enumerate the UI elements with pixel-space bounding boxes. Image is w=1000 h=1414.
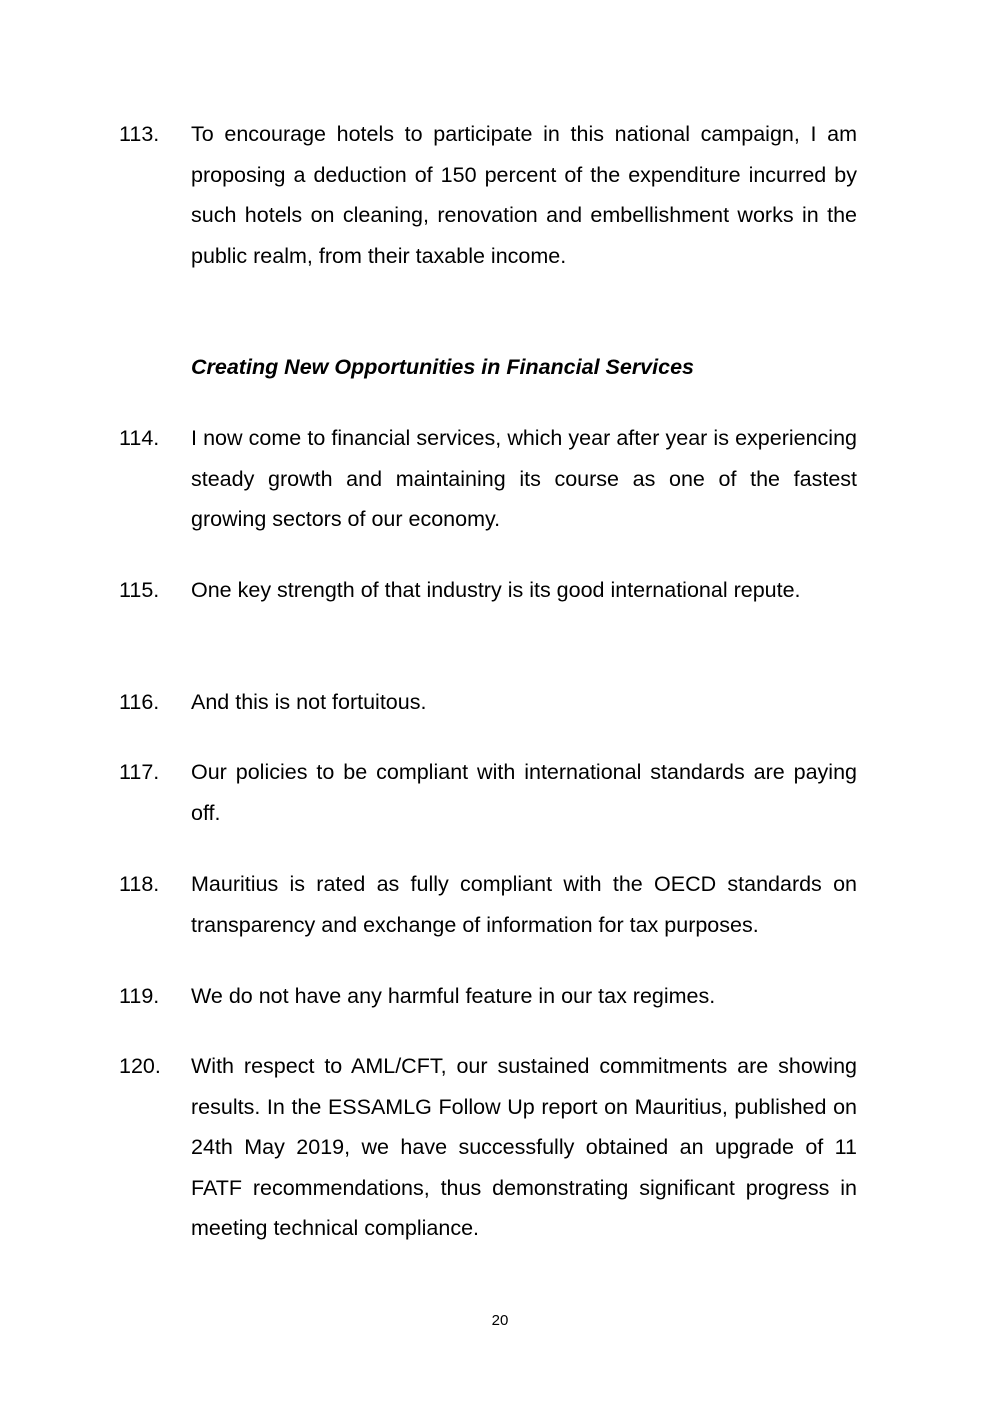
paragraph-number: 115. (119, 578, 160, 602)
paragraph-number: 117. (119, 760, 160, 784)
paragraph-text: One key strength of that industry is its good international repute. (191, 578, 801, 602)
paragraph-number: 113. (119, 122, 160, 146)
paragraph-text: Mauritius is rated as fully compliant with the OECD standards on transparency and exchange of information for tax purposes. (191, 872, 857, 937)
paragraph-number: 116. (119, 690, 160, 714)
paragraph-number: 120. (119, 1054, 161, 1078)
paragraph-114 (119, 418, 857, 540)
paragraph-text: To encourage hotels to participate in this national campaign, I am proposing a deduction of 150 percent of the expenditure incurred by such hotels on cleaning, renovation and embellishment works in the public realm, from their taxable income. (191, 122, 857, 268)
section-heading: Creating New Opportunities in Financial Services (191, 355, 694, 379)
paragraph-number: 118. (119, 872, 160, 896)
paragraph-115 (119, 570, 857, 611)
paragraph-116 (119, 682, 857, 723)
paragraph-120 (119, 1046, 857, 1249)
paragraph-text: We do not have any harmful feature in our tax regimes. (191, 984, 716, 1008)
paragraph-117 (119, 752, 857, 833)
paragraph-118 (119, 864, 857, 945)
paragraph-119 (119, 976, 857, 1017)
paragraph-number: 119. (119, 984, 160, 1008)
paragraph-text: With respect to AML/CFT, our sustained commitments are showing results. In the ESSAMLG Follow Up report on Mauritius, published on 24th May 2019, we have successfully obtained an upgrade of 11 FATF recommendations, thus demonstrating significant progress in meeting technical compliance. (191, 1054, 857, 1241)
paragraph-text: I now come to financial services, which year after year is experiencing steady growth and maintaining its course as one of the fastest growing sectors of our economy. (191, 426, 857, 532)
paragraph-text: Our policies to be compliant with international standards are paying off. (191, 760, 857, 825)
page-number: 20 (491, 1312, 509, 1329)
paragraph-text: And this is not fortuitous. (191, 690, 427, 714)
paragraph-number: 114. (119, 426, 160, 450)
paragraph-113 (119, 114, 857, 276)
